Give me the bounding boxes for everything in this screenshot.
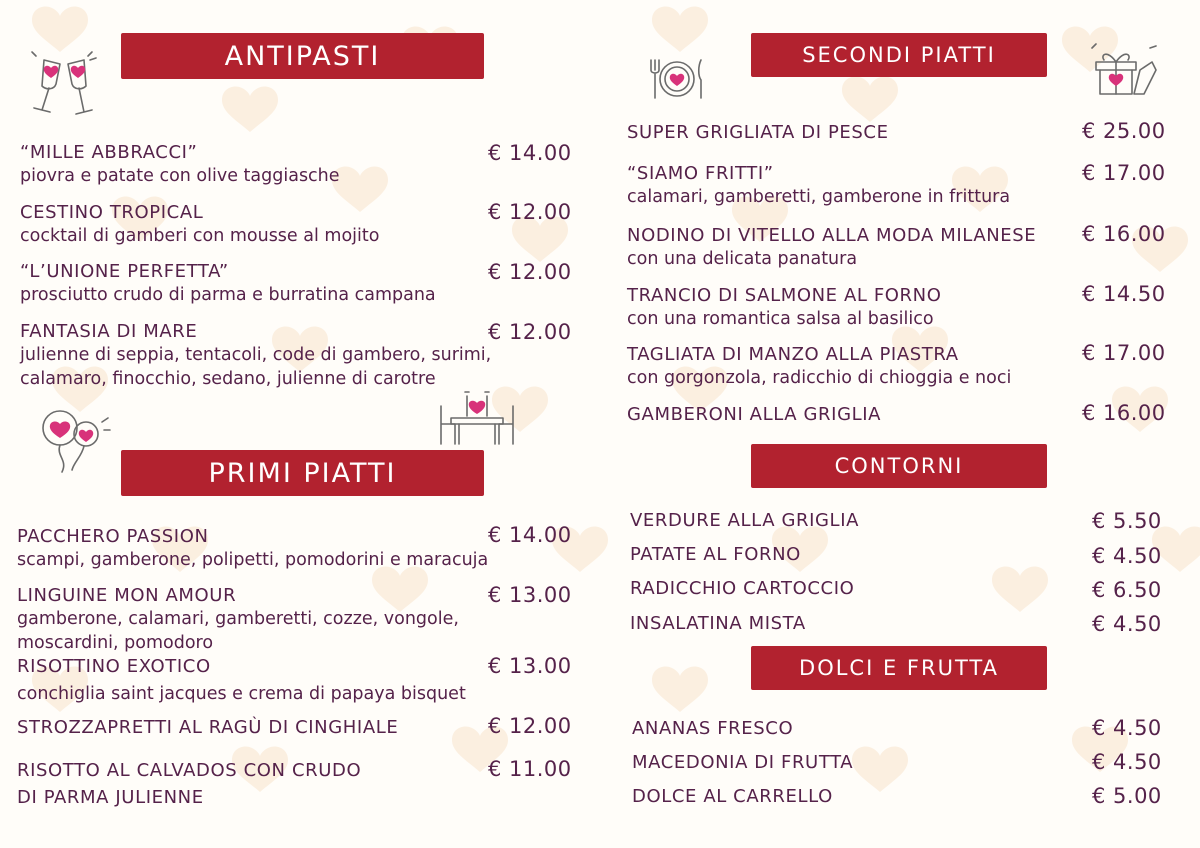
item-name: RISOTTINO EXOTICO — [17, 656, 211, 677]
item-price: € 4.50 — [1092, 544, 1162, 568]
contorni-item — [630, 544, 801, 565]
item-name: CESTINO TROPICAL — [20, 202, 204, 223]
contorni-title: CONTORNI — [834, 454, 964, 478]
item-name: PATATE AL FORNO — [630, 544, 801, 565]
item-name: PACCHERO PASSION — [17, 526, 209, 547]
item-price: € 11.00 — [488, 757, 572, 781]
item-price: € 14.00 — [488, 141, 572, 165]
item-price: € 16.00 — [1082, 401, 1166, 425]
item-name: “SIAMO FRITTI” — [627, 163, 774, 184]
item-description: julienne di seppia, tentacoli, code di gambero, surimi, — [20, 345, 492, 365]
item-description: scampi, gamberone, polipetti, pomodorini e maracuja — [17, 550, 489, 570]
dolci-item — [632, 786, 833, 807]
item-price: € 4.50 — [1092, 716, 1162, 740]
item-price: € 16.00 — [1082, 222, 1166, 246]
item-name: INSALATINA MISTA — [630, 613, 806, 634]
dolci-title: DOLCI E FRUTTA — [799, 656, 999, 680]
item-price: € 13.00 — [488, 583, 572, 607]
item-price: € 4.50 — [1092, 612, 1162, 636]
primi-item — [17, 656, 466, 705]
item-name: ANANAS FRESCO — [632, 718, 794, 739]
secondi-banner — [751, 33, 1047, 77]
item-price: € 14.50 — [1082, 282, 1166, 306]
item-name: SUPER GRIGLIATA DI PESCE — [627, 122, 889, 143]
antipasti-item — [20, 261, 436, 306]
item-name: VERDURE ALLA GRIGLIA — [630, 510, 860, 531]
primi-item — [17, 526, 488, 571]
dolci-item — [632, 752, 853, 773]
secondi-item — [627, 344, 1011, 389]
secondi-item — [627, 225, 1036, 270]
item-price: € 6.50 — [1092, 578, 1162, 602]
primi-item — [17, 585, 459, 654]
item-description: con una romantica salsa al basilico — [627, 309, 934, 329]
item-price: € 25.00 — [1082, 119, 1166, 143]
item-price: € 5.50 — [1092, 509, 1162, 533]
dolci-item — [632, 718, 793, 739]
item-name: TRANCIO DI SALMONE AL FORNO — [627, 285, 942, 306]
item-price: € 12.00 — [488, 260, 572, 284]
antipasti-item — [20, 202, 379, 247]
item-description-line2: moscardini, pomodoro — [17, 633, 214, 653]
item-name: “MILLE ABBRACCI” — [20, 142, 198, 163]
item-name: STROZZAPRETTI AL RAGÙ DI CINGHIALE — [17, 717, 399, 738]
item-name: NODINO DI VITELLO ALLA MODA MILANESE — [627, 225, 1037, 246]
secondi-item — [627, 285, 942, 330]
item-description: cocktail di gamberi con mousse al mojito — [20, 226, 380, 246]
primi-item — [17, 717, 398, 738]
plate-heart-cutlery-icon — [646, 56, 708, 102]
item-price: € 12.00 — [488, 714, 572, 738]
romantic-dinner-table-icon — [437, 388, 517, 448]
item-name-line2: DI PARMA JULIENNE — [17, 787, 204, 808]
item-description: piovra e patate con olive taggiasche — [20, 166, 340, 186]
item-price: € 5.00 — [1092, 784, 1162, 808]
contorni-item — [630, 510, 859, 531]
item-description: prosciutto crudo di parma e burratina campana — [20, 285, 436, 305]
item-description-line2: calamaro, finocchio, sedano, julienne di carotre — [20, 369, 436, 389]
item-name: LINGUINE MON AMOUR — [17, 585, 237, 606]
secondi-item — [627, 163, 1010, 208]
item-name: TAGLIATA DI MANZO ALLA PIASTRA — [627, 344, 959, 365]
item-description: con gorgonzola, radicchio di chioggia e noci — [627, 368, 1012, 388]
primi-title: PRIMI PIATTI — [208, 457, 397, 489]
item-description: calamari, gamberetti, gamberone in frittura — [627, 187, 1011, 207]
item-price: € 14.00 — [488, 523, 572, 547]
gift-box-icon — [1090, 40, 1160, 98]
contorni-item — [630, 613, 806, 634]
item-description: con una delicata panatura — [627, 249, 858, 269]
antipasti-title: ANTIPASTI — [224, 40, 381, 72]
contorni-banner — [751, 444, 1047, 488]
item-price: € 12.00 — [488, 200, 572, 224]
item-name: RADICCHIO CARTOCCIO — [630, 578, 855, 599]
secondi-item — [627, 122, 889, 143]
champagne-glasses-icon — [26, 50, 102, 122]
item-description: conchiglia saint jacques e crema di papaya bisquet — [17, 684, 466, 704]
item-name: RISOTTO AL CALVADOS CON CRUDO — [17, 760, 362, 781]
item-name: FANTASIA DI MARE — [20, 321, 198, 342]
item-price: € 17.00 — [1082, 161, 1166, 185]
dolci-banner — [751, 646, 1047, 690]
secondi-title: SECONDI PIATTI — [802, 43, 996, 67]
item-price: € 17.00 — [1082, 341, 1166, 365]
heart-balloons-icon — [38, 404, 112, 478]
item-name: MACEDONIA DI FRUTTA — [632, 752, 854, 773]
item-name: DOLCE AL CARRELLO — [632, 786, 833, 807]
contorni-item — [630, 578, 854, 599]
item-name: GAMBERONI ALLA GRIGLIA — [627, 404, 882, 425]
antipasti-banner — [121, 33, 484, 79]
item-price: € 13.00 — [488, 654, 572, 678]
item-description: gamberone, calamari, gamberetti, cozze, vongole, — [17, 609, 459, 629]
antipasti-item — [20, 321, 491, 390]
item-price: € 4.50 — [1092, 750, 1162, 774]
secondi-item — [627, 404, 881, 425]
primi-item — [17, 760, 361, 808]
item-price: € 12.00 — [488, 320, 572, 344]
antipasti-item — [20, 142, 340, 187]
primi-banner — [121, 450, 484, 496]
item-name: “L’UNIONE PERFETTA” — [20, 261, 229, 282]
